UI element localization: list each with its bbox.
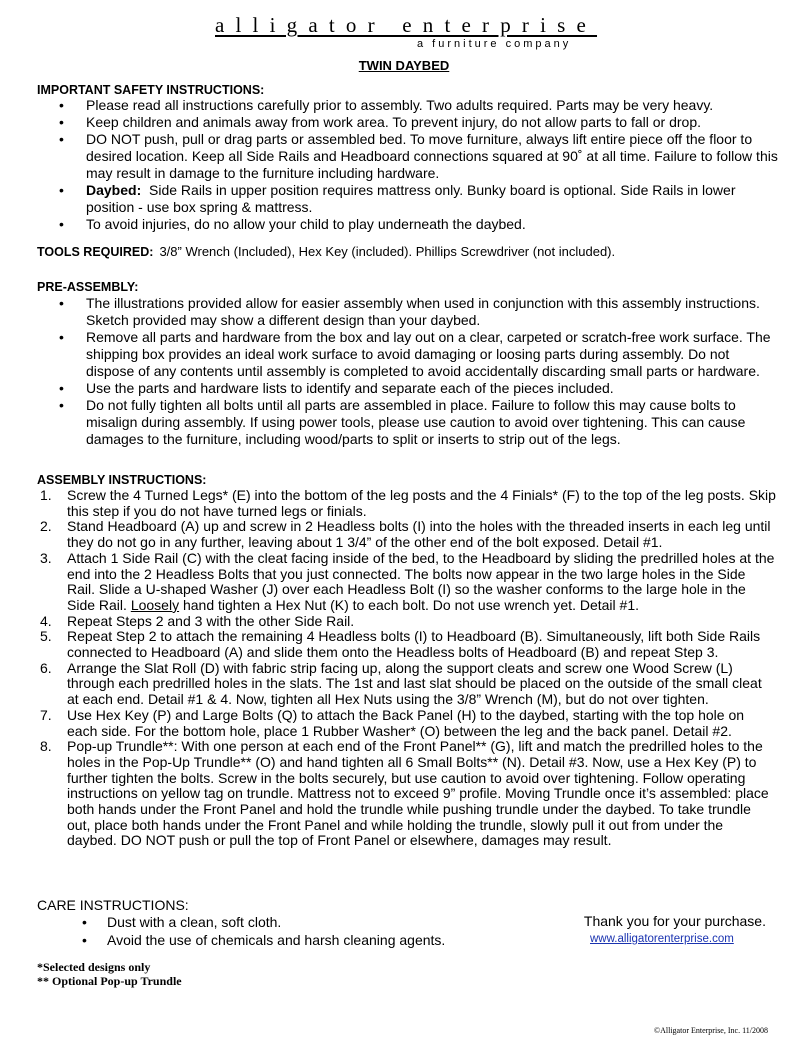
- assembly-step: [36, 708, 776, 739]
- assembly-step: [36, 614, 776, 630]
- step-text: Stand Headboard (A) up and screw in 2 Headless bolts (I) into the holes with the threaded inserts in each leg until they do not go in any further, leaving about 1 3/4” of the other end of the bolt exposed. Detail #1.: [67, 518, 771, 551]
- safety-item-daybed: [58, 182, 778, 216]
- brand-name: alligator enterprise: [215, 13, 598, 37]
- brand-tagline: a furniture company: [417, 38, 572, 50]
- tools-row: [37, 244, 615, 259]
- pre-assembly-item: • Do not fully tighten all bolts until all parts are assembled in place. Failure to follow this may cause bolts to misalign during assembly. If using power tools, please use caution to avoid over tightening. This can cause damages to the furniture, including wood/parts to split or inserts to strip out of the legs.: [58, 397, 778, 448]
- step-number: 8.: [40, 738, 52, 755]
- step-number: 5.: [40, 628, 52, 645]
- document-title: TWIN DAYBED: [358, 58, 450, 73]
- step-text: Pop-up Trundle**: With one person at each end of the Front Panel** (G), lift and match the predrilled holes to the holes in the Pop-Up Trundle** (O) and hand tighten all 6 Small Bolts** (N). Detail #3. Now, use a Hex Key (P) to further tighten the bolts. Screw in the bolts securely, but use caution to avoid over tightening. Follow operating instructions on yellow tag on trundle. Mattress not to exceed 9” profile. Moving Trundle once it’s assembled: place both hands under the Front Panel and hold the trundle while pushing trundle under the daybed. To take trundle out, place both hands under the Front Panel and while holding the trundle, slowly pull it out from under the daybed. DO NOT push or pull the top of Front Panel or elsewhere, damages may result.: [67, 738, 769, 849]
- step-text: hand tighten a Hex Nut (K) to each bolt. Do not use wrench yet. Detail #1.: [179, 596, 639, 613]
- step-number: 7.: [40, 706, 52, 723]
- assembly-step: [36, 629, 776, 660]
- care-list: [80, 913, 500, 949]
- tools-heading: TOOLS REQUIRED:: [37, 245, 154, 259]
- step-number: 4.: [40, 612, 52, 629]
- assembly-steps: [36, 488, 776, 849]
- care-item: • Dust with a clean, soft cloth.: [80, 913, 500, 931]
- footnote-optional: ** Optional Pop-up Trundle: [37, 974, 182, 988]
- tools-text: 3/8” Wrench (Included), Hex Key (included). Phillips Screwdriver (not included).: [159, 244, 616, 259]
- safety-item: • Keep children and animals away from work area. To prevent injury, do not allow parts to fall or drop.: [58, 114, 778, 131]
- step-text: Repeat Step 2 to attach the remaining 4 Headless bolts (I) to Headboard (B). Simultaneously, lift both Side Rails connected to Headboard (A) and slide them onto the Headless bolts of Headboard (B) and repeat Step 3.: [67, 628, 761, 661]
- step-number: 1.: [40, 487, 52, 503]
- daybed-text: Side Rails in upper position requires mattress only. Bunky board is optional. Side Rails in lower position - use box spring & mattress.: [86, 182, 736, 215]
- copyright: ©Alligator Enterprise, Inc. 11/2008: [654, 1026, 768, 1035]
- step-text: Attach 1 Side Rail (C) with the cleat facing inside of the bed, to the Headboard by sliding the predrilled holes at the end into the 2 Headless Bolts that you just connected. The bolts now appear in the two large holes in the Side Rail. Slide a U-shaped Washer (J) over each Headless Bolt (I) so the washer conforms to the large hole in the Side Rail.: [67, 549, 775, 613]
- daybed-label: Daybed:: [86, 182, 142, 198]
- step-text: Arrange the Slat Roll (D) with fabric strip facing up, along the support cleats and screw one Wood Screw (L) through each predrilled holes in the slats. The 1st and last slat should be placed on the outside of the small cleat at each end. Detail #1 & 4. Now, tighten all Hex Nuts using the 3/8” Wrench (M), but do not over tighten.: [67, 659, 762, 708]
- pre-assembly-item: • The illustrations provided allow for easier assembly when used in conjunction with this assembly instructions. Sketch provided may show a different design than your daybed.: [58, 295, 778, 329]
- pre-assembly-item: • Remove all parts and hardware from the box and lay out on a clear, carpeted or scratch-free work surface. The shipping box provides an ideal work surface to avoid damaging or loosing parts during assembly. Do not dispose of any contents until assembly is completed to avoid accidentally discarding small parts or hardware.: [58, 329, 778, 380]
- pre-assembly-heading: PRE-ASSEMBLY:: [37, 280, 139, 294]
- step-emphasis: Loosely: [130, 596, 180, 613]
- care-item: • Avoid the use of chemicals and harsh cleaning agents.: [80, 931, 500, 949]
- safety-list: [58, 97, 778, 233]
- pre-assembly-item: • Use the parts and hardware lists to identify and separate each of the pieces included.: [58, 380, 778, 397]
- assembly-heading: ASSEMBLY INSTRUCTIONS:: [37, 473, 207, 487]
- safety-heading: IMPORTANT SAFETY INSTRUCTIONS:: [37, 83, 265, 97]
- footnote-selected: *Selected designs only: [37, 960, 151, 974]
- assembly-step: [36, 488, 776, 519]
- step-number: 3.: [40, 549, 52, 566]
- step-number: 2.: [40, 518, 52, 535]
- safety-item: • DO NOT push, pull or drag parts or assembled bed. To move furniture, always lift entire piece off the floor to desired location. Keep all Side Rails and Headboard connections squared at 90˚ at all time. Failure to follow this may result in damage to the furniture including hardware.: [58, 131, 778, 182]
- website-link[interactable]: www.alligatorenterprise.com: [590, 933, 734, 945]
- assembly-step: [36, 519, 776, 550]
- thank-you-note: Thank you for your purchase.: [583, 913, 766, 929]
- step-text: Use Hex Key (P) and Large Bolts (Q) to attach the Back Panel (H) to the daybed, starting with the top hole on each side. For the bottom hole, place 1 Rubber Washer* (O) between the leg and the back panel. Detail #2.: [67, 706, 745, 739]
- assembly-step: [36, 739, 776, 849]
- care-heading: CARE INSTRUCTIONS:: [37, 897, 189, 913]
- safety-item: • Please read all instructions carefully prior to assembly. Two adults required. Parts may be very heavy.: [58, 97, 778, 114]
- assembly-step: [36, 551, 776, 614]
- step-text: Screw the 4 Turned Legs* (E) into the bottom of the leg posts and the 4 Finials* (F) to the top of the leg posts. Skip this step if you do not have turned legs or finials.: [67, 487, 776, 519]
- step-number: 6.: [40, 659, 52, 676]
- safety-item: • To avoid injuries, do no allow your child to play underneath the daybed.: [58, 216, 778, 233]
- assembly-step: [36, 661, 776, 708]
- step-text: Repeat Steps 2 and 3 with the other Side Rail.: [67, 612, 355, 629]
- pre-assembly-list: [58, 295, 778, 448]
